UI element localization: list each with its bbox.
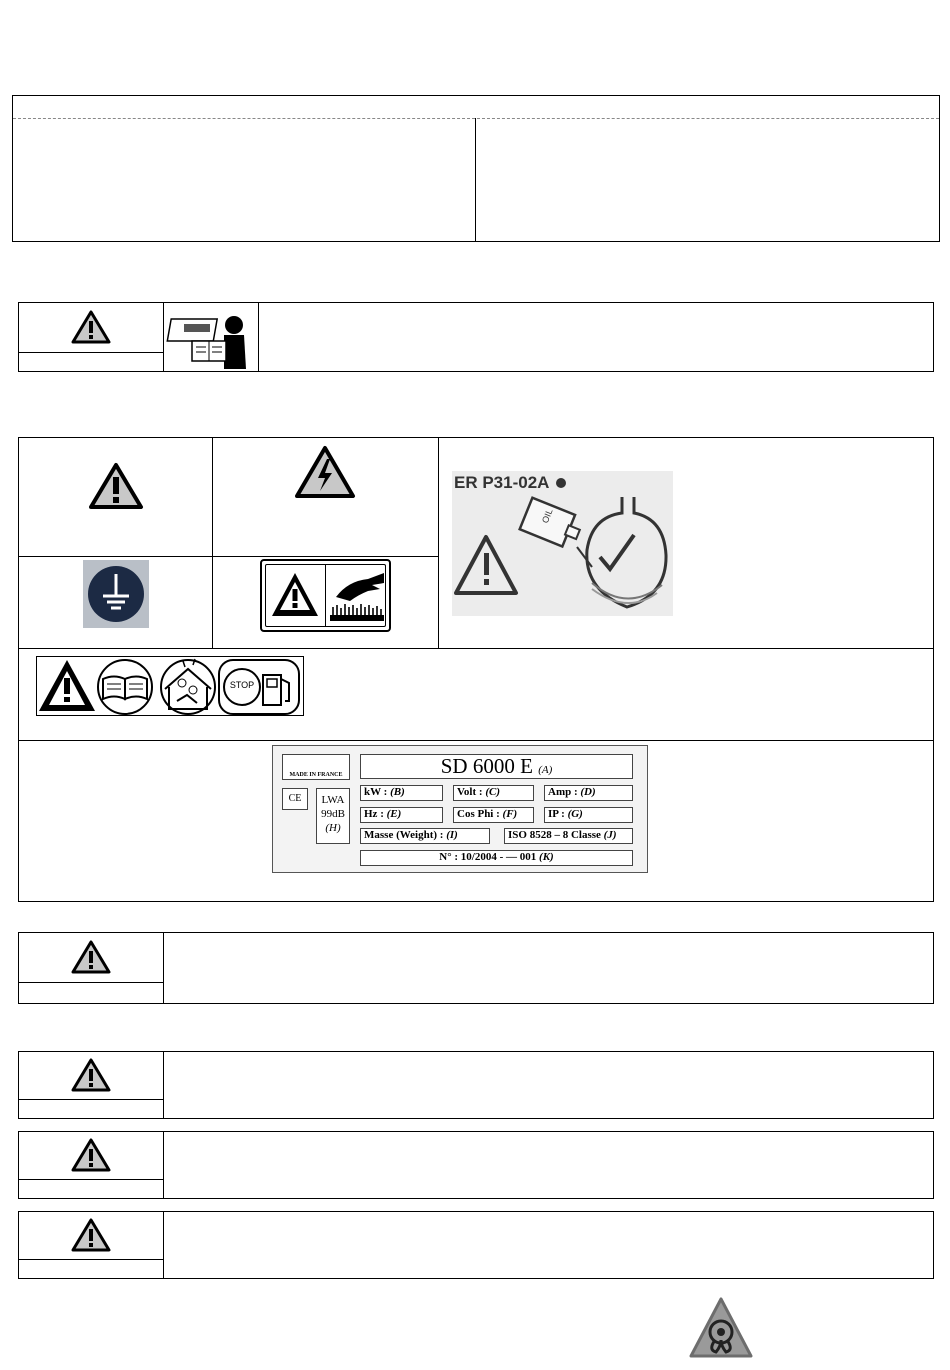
iso-label: ISO 8528 – 8 Classe [508, 829, 601, 841]
volt-label: Volt : [457, 786, 483, 798]
electric-shock-icon [294, 445, 356, 499]
warning-cell [19, 933, 164, 1003]
hz-field [360, 807, 443, 823]
warning-triangle-icon [71, 940, 111, 974]
warning-cell [19, 1132, 164, 1198]
serial-label: N° : 10/2004 - — 001 [439, 851, 537, 863]
stop-label: STOP [229, 680, 255, 690]
iso-field [504, 828, 633, 844]
model-box [360, 754, 633, 779]
lwa-box [316, 788, 350, 844]
warning-triangle-icon [71, 1058, 111, 1092]
hz-ref: (E) [386, 808, 402, 820]
model-name: SD 6000 E [440, 754, 533, 778]
amp-ref: (D) [580, 786, 596, 798]
lwa-ref: (H) [325, 822, 341, 834]
hot-surface-icon [328, 567, 388, 625]
header-divider [13, 118, 939, 119]
safety-strip [36, 656, 304, 716]
cosphi-ref: (F) [502, 808, 518, 820]
ip-field [544, 807, 633, 823]
serial-field [360, 850, 633, 866]
lwa-label: LWA [321, 794, 345, 806]
grid-line [19, 740, 933, 741]
manual-warning-row [18, 302, 934, 372]
kw-ref: (B) [390, 786, 405, 798]
cosphi-label: Cos Phi : [457, 808, 500, 820]
warning-triangle-icon [71, 1138, 111, 1172]
warning-cell-footer [19, 1259, 163, 1278]
read-manual-icon [164, 303, 259, 371]
amp-label: Amp : [548, 786, 578, 798]
cosphi-field [453, 807, 534, 823]
model-ref: (A) [538, 764, 553, 776]
hot-surface-divider [325, 564, 326, 627]
grid-line [212, 438, 213, 648]
warning-cell [19, 1212, 164, 1278]
warning-triangle-icon [39, 660, 95, 711]
read-manual-icon [98, 660, 152, 714]
grid-line [19, 648, 933, 649]
oil-fill-label [452, 471, 673, 616]
warning-cell-footer [19, 982, 163, 1003]
ip-label: IP : [548, 808, 565, 820]
warning-triangle-icon [88, 462, 144, 510]
warning-row-4 [18, 1051, 934, 1119]
rating-plate [272, 745, 648, 873]
read-manual-pictogram [164, 303, 259, 371]
masse-label: Masse (Weight) : [364, 829, 444, 841]
lwa-value: 99dB [321, 808, 345, 820]
kw-label: kW : [364, 786, 388, 798]
pictogram-table [18, 437, 934, 902]
warning-row-6 [18, 1211, 934, 1279]
recycle-mark-icon [688, 1296, 754, 1360]
warning-cell-footer [19, 352, 163, 371]
volt-ref: (C) [485, 786, 500, 798]
warning-cell [19, 1052, 164, 1118]
hz-label: Hz : [364, 808, 384, 820]
earth-ground-icon [83, 560, 149, 628]
oil-can-text: OIL [539, 507, 555, 525]
ip-ref: (G) [567, 808, 583, 820]
volt-field [453, 785, 534, 801]
hot-surface-pictogram [260, 559, 391, 632]
serial-ref: (K) [539, 851, 554, 863]
warning-triangle-icon [269, 570, 321, 620]
warning-row-3 [18, 932, 934, 1004]
grid-line [438, 438, 439, 648]
iso-ref: (J) [603, 829, 617, 841]
header-column-separator [475, 118, 476, 241]
warning-cell-footer [19, 1179, 163, 1198]
safety-strip-icons [37, 657, 305, 717]
warning-triangle-icon [71, 1218, 111, 1252]
warning-triangle-icon [71, 310, 111, 344]
ce-mark: CE [282, 788, 308, 810]
masse-ref: (I) [446, 829, 458, 841]
kw-field [360, 785, 443, 801]
bullet-dot [556, 478, 566, 488]
warning-row-5 [18, 1131, 934, 1199]
amp-field [544, 785, 633, 801]
warning-cell [19, 303, 164, 371]
made-in-france: MADE IN FRANCE [282, 754, 350, 780]
oil-label-code-text: ER P31-02A [454, 473, 549, 492]
grid-line [19, 556, 438, 557]
warning-cell-footer [19, 1099, 163, 1118]
masse-field [360, 828, 490, 844]
header-table [12, 95, 940, 242]
oil-fill-icon [452, 495, 673, 616]
oil-label-code [454, 473, 566, 493]
ventilation-icon [161, 659, 215, 714]
